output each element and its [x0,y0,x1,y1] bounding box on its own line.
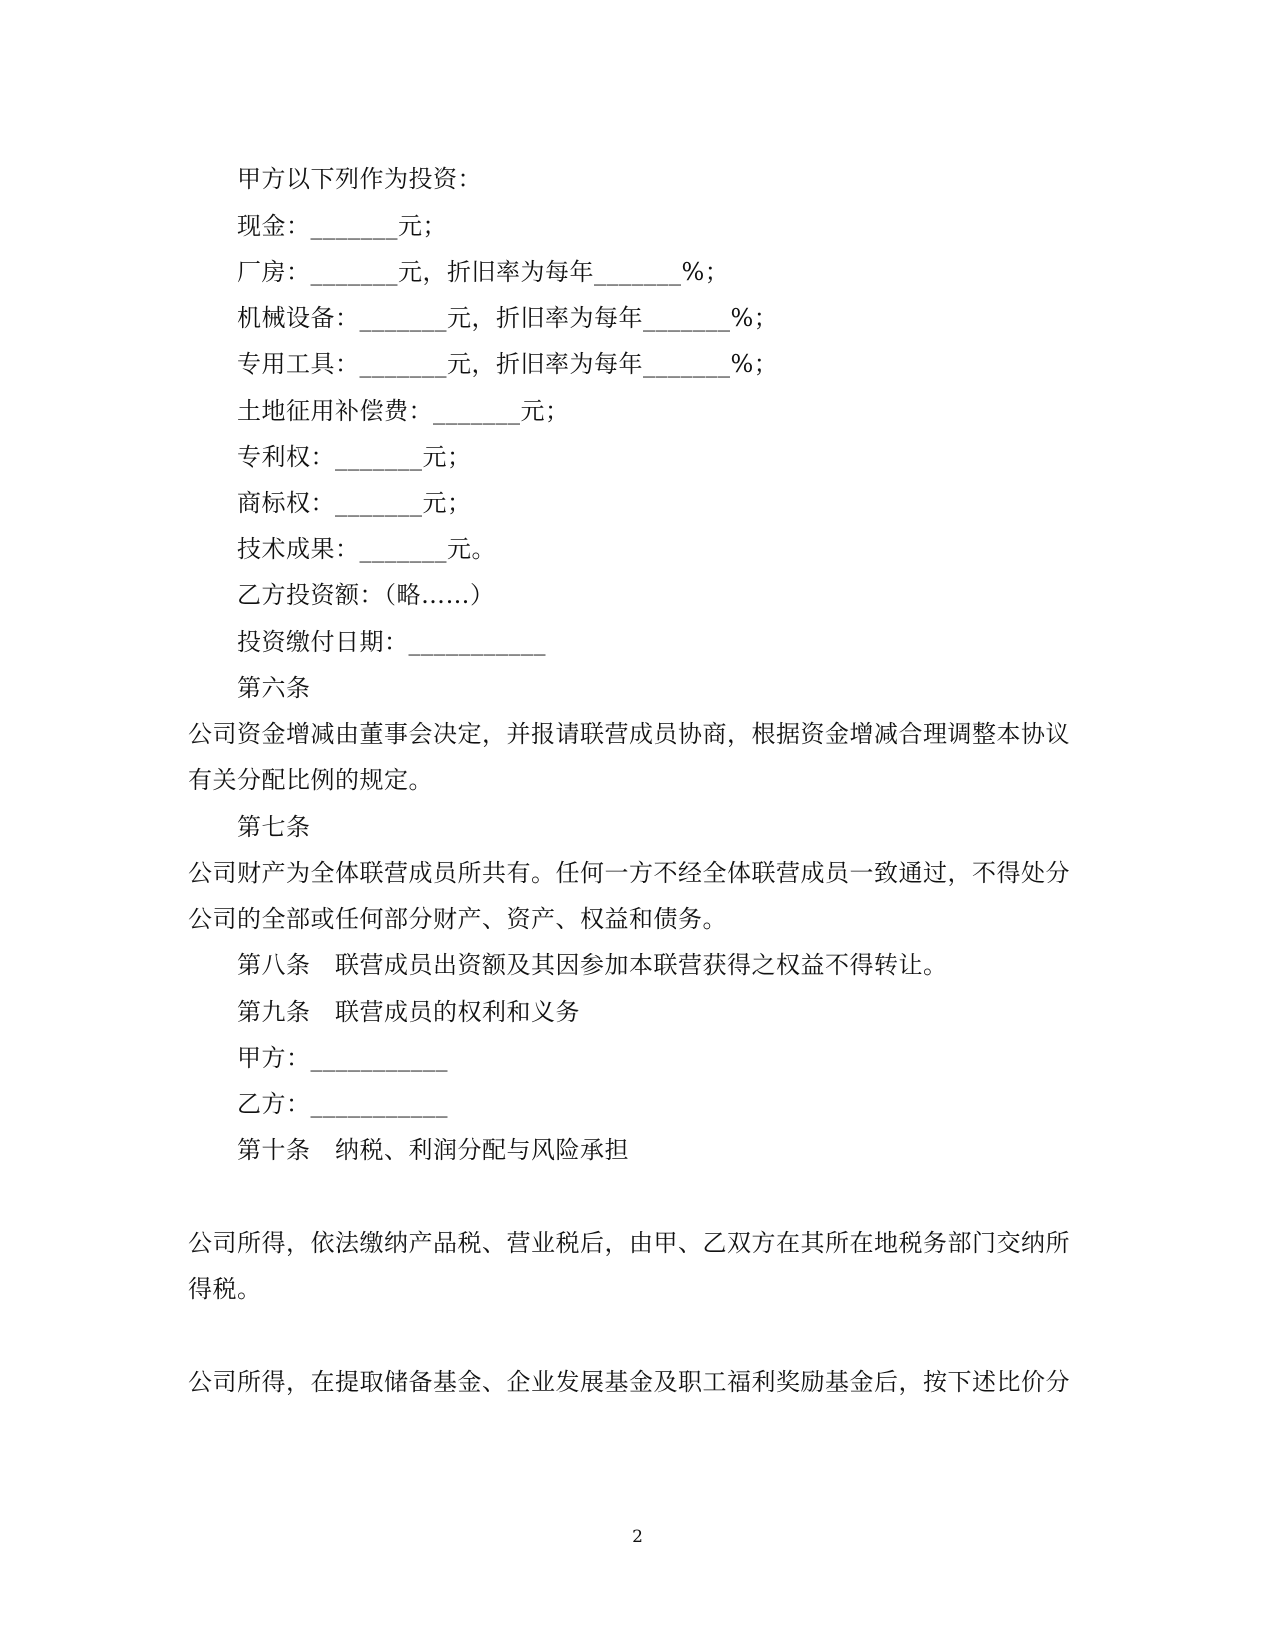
factory-line: 厂房：_______元，折旧率为每年_______%； [237,258,730,286]
party-b-investment-line: 乙方投资额：（略……） [237,581,495,609]
article-9: 第九条 联营成员的权利和义务 [237,998,580,1026]
article-7-heading: 第七条 [237,813,311,841]
party-a-line: 甲方：___________ [237,1044,448,1072]
article-8: 第八条 联营成员出资额及其因参加本联营获得之权益不得转让。 [237,951,948,979]
investment-intro: 甲方以下列作为投资： [237,165,482,193]
article-6-text-1: 公司资金增减由董事会决定，并报请联营成员协商，根据资金增减合理调整本协议 [188,720,1070,748]
machinery-line: 机械设备：_______元，折旧率为每年_______%； [237,304,779,332]
article-6-heading: 第六条 [237,674,311,702]
article-7-text-2: 公司的全部或任何部分财产、资产、权益和债务。 [188,905,727,933]
patent-line: 专利权：_______元； [237,443,472,471]
trademark-line: 商标权：_______元； [237,489,472,517]
party-b-line: 乙方：___________ [237,1090,448,1118]
article-10: 第十条 纳税、利润分配与风险承担 [237,1136,629,1164]
payment-date-line: 投资缴付日期：___________ [237,628,546,656]
cash-line: 现金：_______元； [237,212,447,240]
tax-paragraph-2: 得税。 [188,1275,262,1303]
page-number: 2 [632,1527,643,1547]
special-tools-line: 专用工具：_______元，折旧率为每年_______%； [237,350,779,378]
land-compensation-line: 土地征用补偿费：_______元； [237,397,570,425]
profit-paragraph: 公司所得，在提取储备基金、企业发展基金及职工福利奖励基金后，按下述比价分 [188,1368,1070,1396]
article-6-text-2: 有关分配比例的规定。 [188,766,433,794]
article-7-text-1: 公司财产为全体联营成员所共有。任何一方不经全体联营成员一致通过，不得处分 [188,859,1070,887]
technology-line: 技术成果：_______元。 [237,535,496,563]
tax-paragraph-1: 公司所得，依法缴纳产品税、营业税后，由甲、乙双方在其所在地税务部门交纳所 [188,1229,1070,1257]
